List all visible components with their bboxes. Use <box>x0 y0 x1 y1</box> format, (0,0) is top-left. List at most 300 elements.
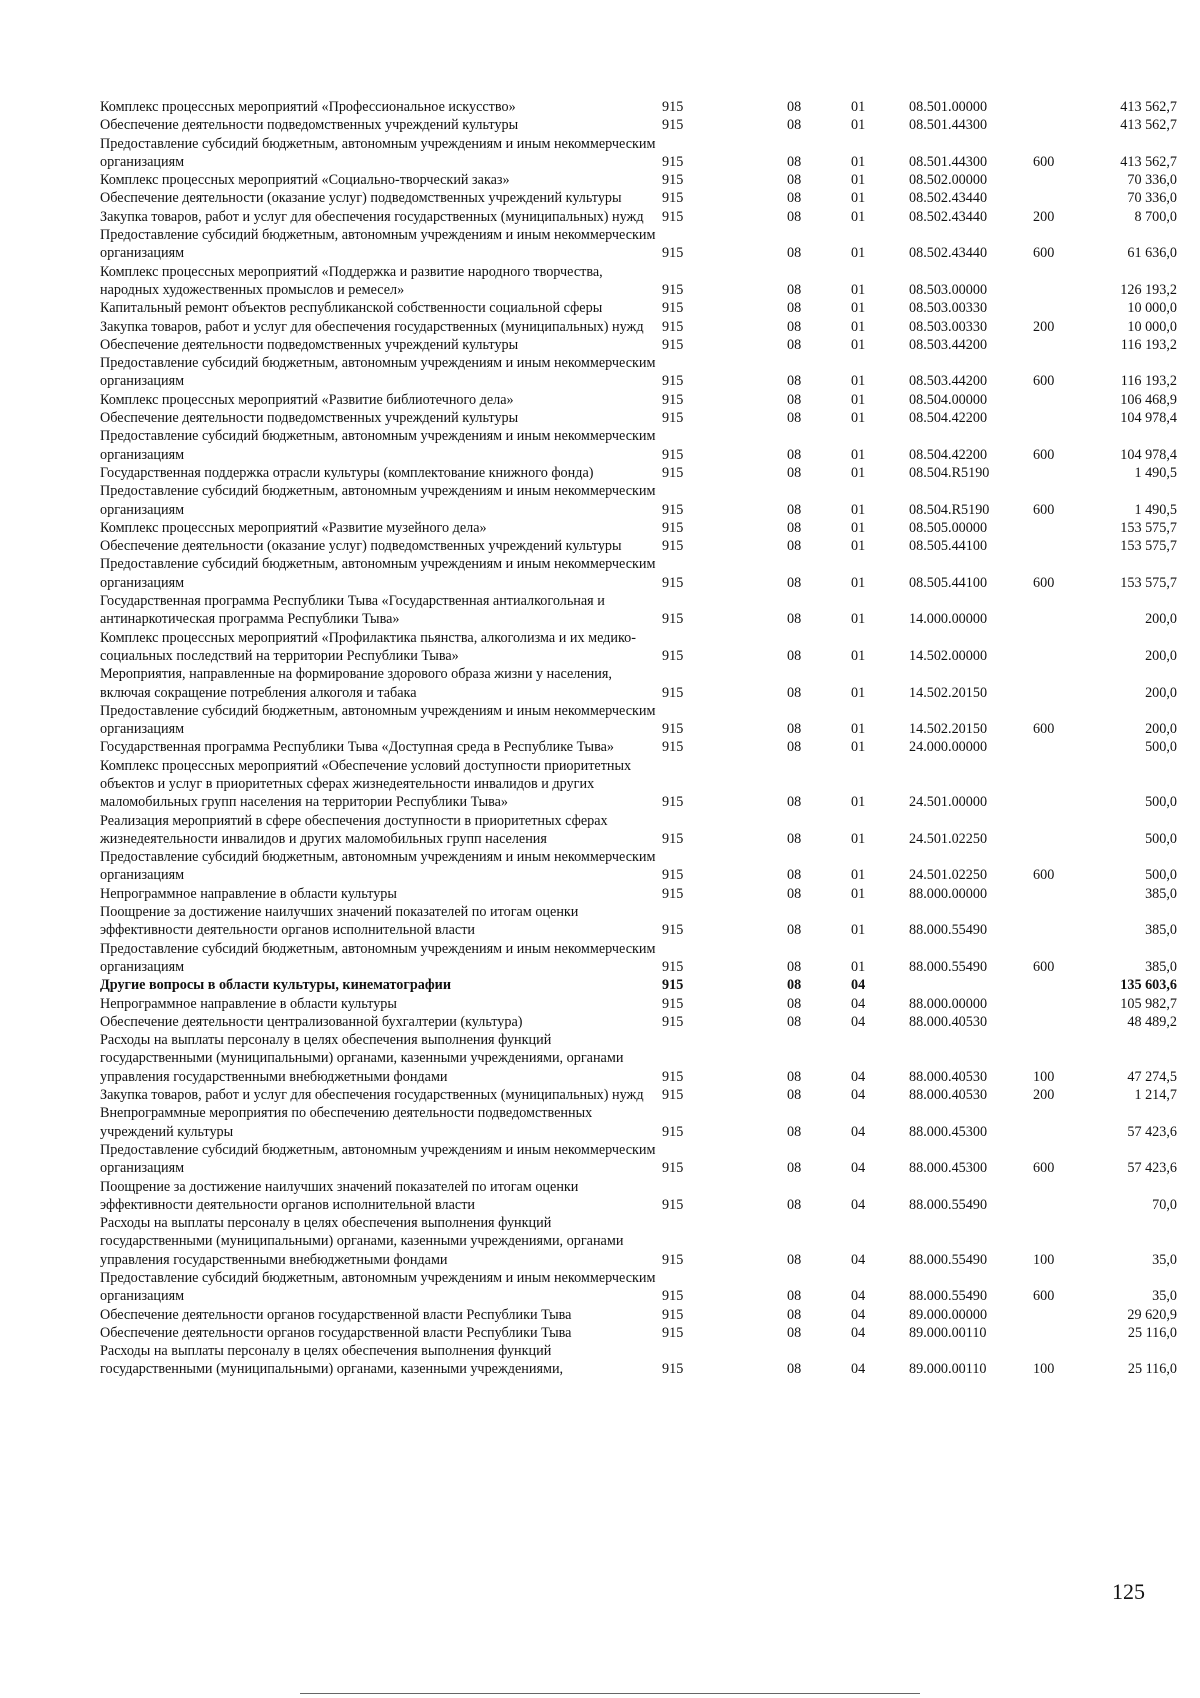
row-target-article: 08.502.00000 <box>909 172 988 189</box>
table-row <box>100 738 1177 756</box>
row-grbs-code: 915 <box>662 574 684 591</box>
row-subsection-code: 01 <box>851 519 866 536</box>
row-name: Комплекс процессных мероприятий «Развитие библиотечного дела» <box>100 391 514 408</box>
table-row <box>100 885 1177 903</box>
row-grbs-code: 915 <box>662 208 684 225</box>
table-row <box>100 1013 1177 1031</box>
table-row <box>100 336 1177 354</box>
row-name: Закупка товаров, работ и услуг для обеспечения государственных (муниципальных) нужд <box>100 318 644 335</box>
row-subsection-code: 01 <box>851 99 866 115</box>
row-grbs-code: 915 <box>662 647 684 664</box>
row-amount: 61 636,0 <box>1127 245 1177 262</box>
row-name: Обеспечение деятельности (оказание услуг) подведомственных учреждений культуры <box>100 538 622 555</box>
row-expense-type <box>1033 391 1099 409</box>
row-target-article: 08.501.00000 <box>909 99 988 115</box>
row-target-article: 08.501.44300 <box>909 153 988 170</box>
row-target-article: 08.505.44100 <box>909 538 988 555</box>
table-row <box>100 1269 1177 1306</box>
row-amount: 500,0 <box>1145 830 1177 847</box>
row-grbs-code: 915 <box>662 1288 684 1305</box>
row-grbs-code: 915 <box>662 318 684 335</box>
row-name: Предоставление субсидий бюджетным, автономным учреждениям и иным некоммерческим организациям <box>100 227 656 262</box>
row-target-article: 08.503.44200 <box>909 373 988 390</box>
row-expense-type <box>1033 1104 1099 1141</box>
row-name: Обеспечение деятельности подведомственных учреждений культуры <box>100 117 519 134</box>
row-grbs-code: 915 <box>662 958 684 975</box>
row-section-code: 08 <box>787 318 802 335</box>
row-subsection-code: 04 <box>851 1361 866 1378</box>
row-subsection-code: 01 <box>851 410 866 427</box>
row-amount: 200,0 <box>1145 611 1177 628</box>
row-grbs-code: 915 <box>662 1123 684 1140</box>
row-name: Предоставление субсидий бюджетным, автономным учреждениям и иным некоммерческим организациям <box>100 135 656 170</box>
row-target-article: 08.502.43440 <box>909 190 988 207</box>
row-name: Закупка товаров, работ и услуг для обеспечения государственных (муниципальных) нужд <box>100 208 644 225</box>
row-subsection-code: 01 <box>851 830 866 847</box>
table-row <box>100 976 1177 994</box>
table-row <box>100 427 1177 464</box>
row-grbs-code: 915 <box>662 99 684 115</box>
row-expense-type <box>1033 116 1099 134</box>
row-grbs-code: 915 <box>662 117 684 134</box>
row-grbs-code: 915 <box>662 794 684 811</box>
row-target-article <box>909 976 1033 994</box>
row-target-article: 08.502.43440 <box>909 208 988 225</box>
table-row <box>100 1214 1177 1269</box>
row-amount: 413 562,7 <box>1120 153 1177 170</box>
table-row <box>100 995 1177 1013</box>
row-section-code: 08 <box>787 172 802 189</box>
row-subsection-code: 04 <box>851 1068 866 1085</box>
row-name: Предоставление субсидий бюджетным, автономным учреждениям и иным некоммерческим организациям <box>100 428 656 463</box>
row-section-code: 08 <box>787 1123 802 1140</box>
row-subsection-code: 04 <box>851 1160 866 1177</box>
row-subsection-code: 01 <box>851 117 866 134</box>
row-target-article: 89.000.00110 <box>909 1361 987 1378</box>
table-row <box>100 848 1177 885</box>
row-subsection-code: 01 <box>851 300 866 317</box>
row-grbs-code: 915 <box>662 464 684 481</box>
row-name: Комплекс процессных мероприятий «Поддержка и развитие народного творчества, народных художественных промыслов и ремесел» <box>100 263 603 298</box>
row-target-article: 89.000.00110 <box>909 1324 987 1341</box>
row-target-article: 14.502.20150 <box>909 684 988 701</box>
row-target-article: 08.504.R5190 <box>909 464 990 481</box>
row-grbs-code: 915 <box>662 1160 684 1177</box>
table-row <box>100 629 1177 666</box>
row-section-code: 08 <box>787 1013 802 1030</box>
row-name: Непрограммное направление в области культуры <box>100 885 397 902</box>
row-expense-type <box>1033 738 1099 756</box>
row-target-article: 24.501.02250 <box>909 867 988 884</box>
row-target-article: 08.504.00000 <box>909 391 988 408</box>
table-row <box>100 1178 1177 1215</box>
row-amount: 70 336,0 <box>1127 190 1177 207</box>
row-grbs-code: 915 <box>662 1013 684 1030</box>
row-expense-type: 600 <box>1033 1160 1055 1177</box>
row-target-article: 14.502.00000 <box>909 647 988 664</box>
table-row <box>100 318 1177 336</box>
row-expense-type: 600 <box>1033 446 1055 463</box>
row-amount: 413 562,7 <box>1120 99 1177 115</box>
row-amount: 385,0 <box>1145 885 1177 902</box>
row-subsection-code: 04 <box>851 1196 866 1213</box>
row-section-code: 08 <box>787 922 802 939</box>
table-row <box>100 464 1177 482</box>
row-name: Предоставление субсидий бюджетным, автономным учреждениям и иным некоммерческим организациям <box>100 1141 656 1177</box>
row-amount: 116 193,2 <box>1120 373 1177 390</box>
row-expense-type: 600 <box>1033 245 1055 262</box>
row-grbs-code: 915 <box>662 1324 684 1341</box>
row-section-code: 08 <box>787 739 802 756</box>
table-row <box>100 757 1177 812</box>
row-grbs-code: 915 <box>662 391 684 408</box>
row-target-article: 08.504.42200 <box>909 410 988 427</box>
table-row <box>100 702 1177 739</box>
row-expense-type <box>1033 1013 1099 1031</box>
row-amount: 104 978,4 <box>1120 410 1177 427</box>
row-section-code: 08 <box>787 464 802 481</box>
row-subsection-code: 01 <box>851 684 866 701</box>
row-amount: 48 489,2 <box>1127 1013 1177 1030</box>
budget-table <box>100 98 1177 1379</box>
row-grbs-code: 915 <box>662 684 684 701</box>
row-section-code: 08 <box>787 830 802 847</box>
row-expense-type <box>1033 1324 1099 1342</box>
row-subsection-code: 04 <box>851 1123 866 1140</box>
row-grbs-code: 915 <box>662 281 684 298</box>
row-amount: 104 978,4 <box>1120 446 1177 463</box>
row-expense-type: 600 <box>1033 1288 1055 1305</box>
row-amount: 70,0 <box>1152 1196 1177 1213</box>
row-amount: 413 562,7 <box>1120 117 1177 134</box>
row-subsection-code: 04 <box>851 1087 866 1104</box>
row-subsection-code: 01 <box>851 153 866 170</box>
row-name: Государственная поддержка отрасли культуры (комплектование книжного фонда) <box>100 464 594 481</box>
row-section-code: 08 <box>787 1196 802 1213</box>
row-section-code: 08 <box>787 867 802 884</box>
row-subsection-code: 01 <box>851 208 866 225</box>
row-expense-type: 600 <box>1033 867 1055 884</box>
row-target-article: 24.501.00000 <box>909 794 988 811</box>
row-name: Предоставление субсидий бюджетным, автономным учреждениям и иным некоммерческим организациям <box>100 355 656 390</box>
row-subsection-code: 01 <box>851 172 866 189</box>
row-expense-type <box>1033 171 1099 189</box>
row-amount: 153 575,7 <box>1120 519 1177 536</box>
table-row <box>100 555 1177 592</box>
row-name: Реализация мероприятий в сфере обеспечения доступности в приоритетных сферах жизнедеятельности инвалидов и других маломобильных групп населения <box>100 812 608 847</box>
row-subsection-code: 04 <box>851 1251 866 1268</box>
table-row <box>100 354 1177 391</box>
row-expense-type <box>1033 1178 1099 1215</box>
table-row <box>100 116 1177 134</box>
row-expense-type: 200 <box>1033 318 1055 335</box>
row-expense-type <box>1033 537 1099 555</box>
row-target-article: 08.504.42200 <box>909 446 988 463</box>
row-subsection-code: 04 <box>851 1306 866 1323</box>
table-row <box>100 940 1177 977</box>
row-target-article: 24.000.00000 <box>909 739 988 756</box>
row-name: Комплекс процессных мероприятий «Обеспечение условий доступности приоритетных объектов и услуг в приоритетных сферах жизнедеятельности инвалидов и других маломобильных групп населения на территории Республики Тыва» <box>100 757 632 811</box>
row-section-code: 08 <box>787 1324 802 1341</box>
row-grbs-code: 915 <box>662 538 684 555</box>
table-row <box>100 1086 1177 1104</box>
row-grbs-code: 915 <box>662 995 684 1012</box>
row-section-code: 08 <box>787 190 802 207</box>
row-expense-type <box>1033 299 1099 317</box>
row-name: Капитальный ремонт объектов республиканской собственности социальной сферы <box>100 300 603 317</box>
row-section-code: 08 <box>787 99 802 115</box>
row-expense-type <box>1033 189 1099 207</box>
table-row <box>100 812 1177 849</box>
row-target-article: 08.501.44300 <box>909 117 988 134</box>
row-grbs-code: 915 <box>662 1068 684 1085</box>
row-subsection-code: 04 <box>851 1288 866 1305</box>
row-section-code: 08 <box>787 1288 802 1305</box>
table-row <box>100 391 1177 409</box>
row-subsection-code: 01 <box>851 373 866 390</box>
row-amount: 105 982,7 <box>1120 995 1177 1012</box>
row-section-code: 08 <box>787 245 802 262</box>
row-target-article: 88.000.55490 <box>909 922 988 939</box>
row-grbs-code: 915 <box>662 373 684 390</box>
bottom-rule <box>300 1693 920 1694</box>
row-section-code: 08 <box>787 721 802 738</box>
row-expense-type: 100 <box>1033 1068 1055 1085</box>
row-expense-type <box>1033 519 1099 537</box>
row-subsection-code: 04 <box>851 1324 866 1341</box>
row-name: Расходы на выплаты персоналу в целях обеспечения выполнения функций государственными (муниципальными) органами, казенными учреждениями, органами управления государственными внебюджетными фондами <box>100 1215 624 1268</box>
table-row <box>100 409 1177 427</box>
row-name: Государственная программа Республики Тыва «Государственная антиалкогольная и антинаркотическая программа Республики Тыва» <box>100 593 605 628</box>
row-section-code: 08 <box>787 1160 802 1177</box>
table-row <box>100 519 1177 537</box>
row-amount: 1 214,7 <box>1134 1087 1177 1104</box>
row-amount: 200,0 <box>1145 684 1177 701</box>
row-subsection-code: 01 <box>851 501 866 518</box>
row-target-article: 88.000.55490 <box>909 1251 988 1268</box>
row-amount: 47 274,5 <box>1127 1068 1177 1085</box>
row-amount: 500,0 <box>1145 794 1177 811</box>
row-target-article: 08.503.00330 <box>909 318 988 335</box>
row-target-article: 08.503.00000 <box>909 281 988 298</box>
row-amount: 25 116,0 <box>1127 1324 1177 1341</box>
row-name: Непрограммное направление в области культуры <box>100 995 397 1012</box>
row-name: Расходы на выплаты персоналу в целях обеспечения выполнения функций государственными (муниципальными) органами, казенными учреждениями, <box>100 1343 564 1378</box>
row-target-article: 24.501.02250 <box>909 830 988 847</box>
row-amount: 385,0 <box>1145 958 1177 975</box>
row-expense-type: 600 <box>1033 958 1055 975</box>
row-grbs-code: 915 <box>662 721 684 738</box>
row-target-article: 08.505.00000 <box>909 519 988 536</box>
row-name: Государственная программа Республики Тыва «Доступная среда в Республике Тыва» <box>100 739 614 756</box>
row-grbs-code: 915 <box>662 172 684 189</box>
row-subsection-code: 01 <box>851 318 866 335</box>
row-amount: 35,0 <box>1152 1251 1177 1268</box>
row-expense-type <box>1033 409 1099 427</box>
row-expense-type <box>1033 995 1099 1013</box>
row-subsection-code: 01 <box>851 281 866 298</box>
row-amount: 200,0 <box>1145 647 1177 664</box>
row-amount: 35,0 <box>1152 1288 1177 1305</box>
row-target-article: 88.000.00000 <box>909 885 988 902</box>
row-section-code: 08 <box>787 208 802 225</box>
table-row <box>100 208 1177 226</box>
table-row <box>100 1031 1177 1086</box>
table-row <box>100 1141 1177 1178</box>
row-target-article: 88.000.00000 <box>909 995 988 1012</box>
row-subsection-code: 01 <box>851 336 866 353</box>
row-subsection-code: 01 <box>851 885 866 902</box>
row-expense-type: 200 <box>1033 208 1055 225</box>
row-expense-type <box>1033 976 1099 994</box>
row-amount: 385,0 <box>1145 922 1177 939</box>
row-grbs-code: 915 <box>662 922 684 939</box>
row-amount: 126 193,2 <box>1120 281 1177 298</box>
row-expense-type: 600 <box>1033 153 1055 170</box>
row-grbs-code: 915 <box>662 830 684 847</box>
row-grbs-code: 915 <box>662 611 684 628</box>
row-expense-type: 200 <box>1033 1087 1055 1104</box>
row-expense-type <box>1033 592 1099 629</box>
row-section-code: 08 <box>787 1251 802 1268</box>
row-name: Обеспечение деятельности (оказание услуг) подведомственных учреждений культуры <box>100 190 622 207</box>
row-grbs-code: 915 <box>662 1251 684 1268</box>
row-name: Обеспечение деятельности централизованной бухгалтерии (культура) <box>100 1013 523 1030</box>
row-subsection-code: 01 <box>851 574 866 591</box>
row-section-code: 08 <box>787 885 802 902</box>
table-row <box>100 903 1177 940</box>
row-name: Комплекс процессных мероприятий «Профессиональное искусство» <box>100 99 516 115</box>
row-amount: 200,0 <box>1145 721 1177 738</box>
row-section-code: 08 <box>787 1306 802 1323</box>
row-expense-type <box>1033 629 1099 666</box>
row-expense-type <box>1033 903 1099 940</box>
row-grbs-code: 915 <box>662 977 684 994</box>
row-name: Мероприятия, направленные на формирование здорового образа жизни у населения, включая сокращение потребления алкоголя и табака <box>100 666 612 701</box>
row-section-code: 08 <box>787 794 802 811</box>
row-expense-type <box>1033 98 1099 116</box>
row-amount: 500,0 <box>1145 867 1177 884</box>
row-subsection-code: 01 <box>851 391 866 408</box>
page-number: 125 <box>1112 1579 1145 1604</box>
row-subsection-code: 04 <box>851 995 866 1012</box>
table-row <box>100 592 1177 629</box>
table-row <box>100 299 1177 317</box>
row-expense-type <box>1033 1306 1099 1324</box>
row-section-code: 08 <box>787 336 802 353</box>
row-subsection-code: 01 <box>851 611 866 628</box>
row-amount: 500,0 <box>1145 739 1177 756</box>
row-expense-type <box>1033 336 1099 354</box>
table-row <box>100 1306 1177 1324</box>
table-row <box>100 537 1177 555</box>
row-name: Поощрение за достижение наилучших значений показателей по итогам оценки эффективности деятельности органов исполнительной власти <box>100 904 579 939</box>
row-grbs-code: 915 <box>662 245 684 262</box>
row-name: Предоставление субсидий бюджетным, автономным учреждениям и иным некоммерческим организациям <box>100 702 656 738</box>
row-amount: 135 603,6 <box>1120 977 1177 994</box>
row-section-code: 08 <box>787 574 802 591</box>
row-expense-type <box>1033 464 1099 482</box>
row-amount: 10 000,0 <box>1127 318 1177 335</box>
row-grbs-code: 915 <box>662 739 684 756</box>
row-name: Другие вопросы в области культуры, кинематографии <box>100 977 451 994</box>
row-target-article: 88.000.40530 <box>909 1013 988 1030</box>
row-name: Внепрограммные мероприятия по обеспечению деятельности подведомственных учреждений культуры <box>100 1105 593 1140</box>
row-target-article: 89.000.00000 <box>909 1306 988 1323</box>
table-row <box>100 1324 1177 1342</box>
row-expense-type <box>1033 757 1099 812</box>
row-expense-type: 600 <box>1033 373 1055 390</box>
row-grbs-code: 915 <box>662 446 684 463</box>
row-grbs-code: 915 <box>662 1196 684 1213</box>
row-grbs-code: 915 <box>662 410 684 427</box>
row-section-code: 08 <box>787 519 802 536</box>
row-section-code: 08 <box>787 281 802 298</box>
row-name: Обеспечение деятельности органов государственной власти Республики Тыва <box>100 1306 572 1323</box>
row-grbs-code: 915 <box>662 867 684 884</box>
row-amount: 106 468,9 <box>1120 391 1177 408</box>
row-expense-type <box>1033 812 1099 849</box>
row-section-code: 08 <box>787 300 802 317</box>
row-expense-type <box>1033 665 1099 702</box>
row-section-code: 08 <box>787 958 802 975</box>
row-amount: 1 490,5 <box>1134 464 1177 481</box>
table-row <box>100 1342 1177 1379</box>
row-grbs-code: 915 <box>662 501 684 518</box>
row-subsection-code: 04 <box>851 977 866 994</box>
row-name: Предоставление субсидий бюджетным, автономным учреждениям и иным некоммерческим организациям <box>100 556 656 591</box>
row-section-code: 08 <box>787 647 802 664</box>
row-target-article: 88.000.40530 <box>909 1087 988 1104</box>
table-row <box>100 189 1177 207</box>
row-target-article: 08.503.44200 <box>909 336 988 353</box>
row-subsection-code: 01 <box>851 538 866 555</box>
row-name: Обеспечение деятельности подведомственных учреждений культуры <box>100 410 519 427</box>
row-target-article: 88.000.55490 <box>909 958 988 975</box>
row-section-code: 08 <box>787 410 802 427</box>
row-target-article: 88.000.55490 <box>909 1288 988 1305</box>
row-target-article: 08.503.00330 <box>909 300 988 317</box>
row-subsection-code: 01 <box>851 958 866 975</box>
row-section-code: 08 <box>787 995 802 1012</box>
row-target-article: 88.000.45300 <box>909 1123 988 1140</box>
row-grbs-code: 915 <box>662 1361 684 1378</box>
row-amount: 25 116,0 <box>1127 1361 1177 1378</box>
row-section-code: 08 <box>787 117 802 134</box>
row-section-code: 08 <box>787 1087 802 1104</box>
row-grbs-code: 915 <box>662 153 684 170</box>
row-grbs-code: 915 <box>662 336 684 353</box>
row-expense-type: 600 <box>1033 501 1055 518</box>
row-target-article: 14.502.20150 <box>909 721 988 738</box>
table-row <box>100 665 1177 702</box>
row-grbs-code: 915 <box>662 885 684 902</box>
row-section-code: 08 <box>787 538 802 555</box>
table-row <box>100 135 1177 172</box>
row-section-code: 08 <box>787 1068 802 1085</box>
row-section-code: 08 <box>787 684 802 701</box>
row-subsection-code: 04 <box>851 1013 866 1030</box>
row-expense-type: 100 <box>1033 1251 1055 1268</box>
row-grbs-code: 915 <box>662 300 684 317</box>
table-row <box>100 226 1177 263</box>
row-section-code: 08 <box>787 391 802 408</box>
row-amount: 57 423,6 <box>1127 1123 1177 1140</box>
row-subsection-code: 01 <box>851 922 866 939</box>
row-expense-type: 100 <box>1033 1361 1055 1378</box>
row-name: Предоставление субсидий бюджетным, автономным учреждениям и иным некоммерческим организациям <box>100 483 656 518</box>
row-name: Комплекс процессных мероприятий «Профилактика пьянства, алкоголизма и их медико-социальных последствий на территории Республики Тыва» <box>100 629 636 664</box>
